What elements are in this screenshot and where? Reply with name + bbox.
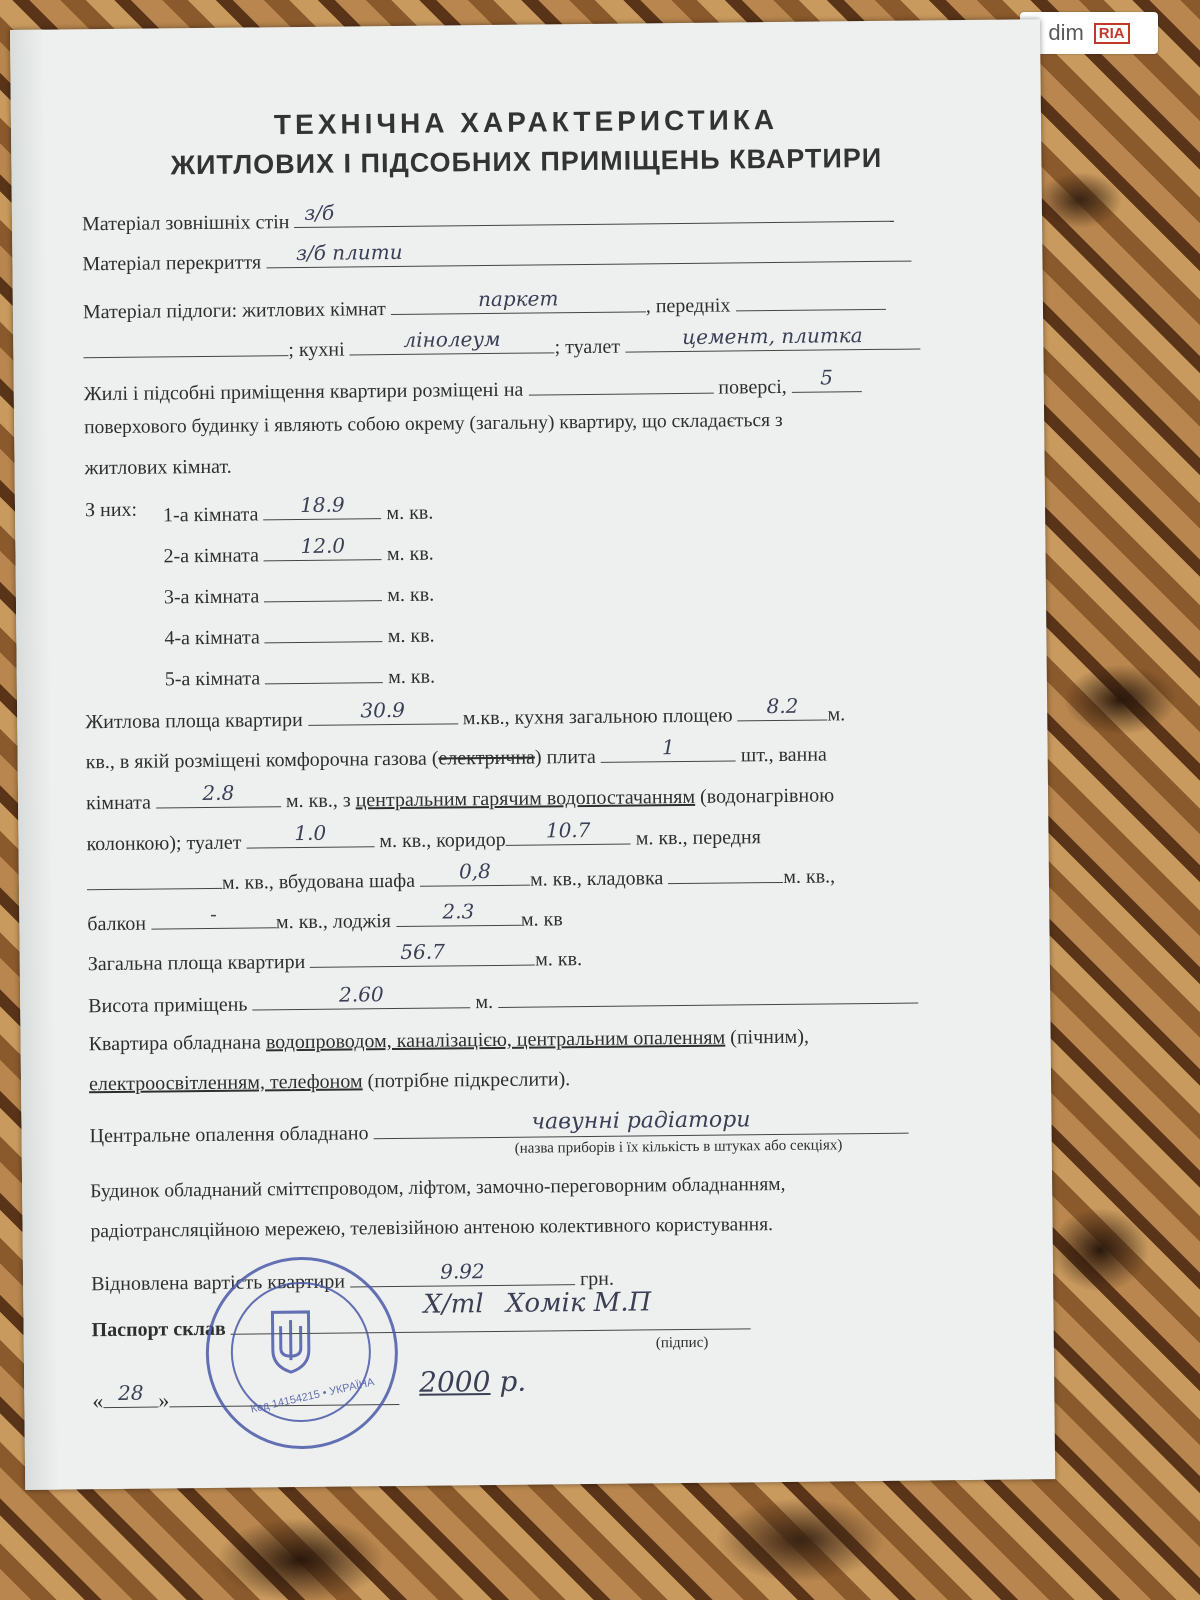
rooms-intro: З них: — [84, 498, 138, 522]
living-area-field — [308, 697, 458, 726]
room-3-unit: м. кв. — [387, 583, 435, 607]
hall-label: м. кв., передня — [635, 826, 761, 850]
stamp-code: Код 14154215 • УКРАЇНА — [249, 1376, 376, 1416]
corridor-label: м. кв., коридор — [379, 828, 506, 853]
bath-value: 2.8 — [202, 780, 235, 806]
storage-label: м. кв., кладовка — [529, 867, 664, 891]
cost-unit: грн. — [579, 1267, 615, 1291]
room-5-label: 5-а кімната — [164, 667, 261, 691]
walls-label: Матеріал зовнішніх стін — [81, 211, 290, 236]
room-5-value — [265, 680, 383, 681]
room-3-value — [264, 598, 382, 599]
trident-emblem-icon — [268, 1308, 313, 1374]
building-line-2: радіотрансляційною мережею, телевізійною антеною колективного користування. — [90, 1214, 774, 1243]
stove-count: 1 — [661, 735, 675, 760]
location-text2: поверхового будинку і являють собою окрему (загальну) квартиру, що складається з — [84, 409, 783, 439]
cost-value: 9.92 — [440, 1259, 485, 1284]
floor-hall-label: , передніх — [645, 294, 731, 318]
wardrobe-field — [420, 859, 530, 887]
total-area-field — [310, 939, 535, 968]
floor-toilet-label: ; туалет — [554, 335, 621, 359]
stove-electric: електрична — [438, 746, 536, 770]
utilities-list: водопроводом, каналізацією, центральним опаленням — [265, 1026, 726, 1054]
room-1-value: 18.9 — [299, 492, 345, 517]
room-4-field — [265, 619, 383, 643]
date-open-quote: « — [92, 1388, 104, 1414]
total-area-unit: м. кв. — [535, 948, 583, 971]
date-day: 28 — [117, 1380, 144, 1405]
walls-value: з/б — [304, 200, 335, 225]
height-label: Висота приміщень — [88, 993, 248, 1018]
loggia-label: м. кв., лоджія — [275, 910, 392, 934]
floor-line-2 — [83, 323, 920, 364]
height-line — [88, 981, 918, 1019]
passport-label: Паспорт склав — [91, 1317, 226, 1342]
room-2-unit: м. кв. — [386, 542, 434, 566]
stove-text-c: шт., ванна — [740, 743, 827, 767]
utilities-line-2 — [89, 1068, 570, 1096]
toilet-label: колонкою); туалет — [86, 831, 242, 856]
storage-field — [668, 860, 783, 884]
balcony-label: балкон — [87, 912, 147, 936]
floor-toilet-value: цемент, плитка — [682, 323, 863, 349]
total-area-line — [87, 939, 583, 976]
height-field — [252, 982, 470, 1010]
hall-field — [87, 866, 222, 890]
location-text1: Жилі і підсобні приміщення квартири розміщені на — [83, 378, 524, 406]
toilet-corridor-line — [86, 817, 761, 856]
room-3-label: 3-а кімната — [163, 585, 260, 609]
room-2-value: 12.0 — [300, 533, 346, 558]
signature — [423, 1287, 651, 1319]
height-unit: м. — [475, 990, 494, 1014]
corridor-field — [506, 817, 631, 846]
floor-hall-field — [735, 287, 885, 312]
living-area-value: 30.9 — [360, 697, 406, 723]
floor-line — [83, 287, 886, 324]
watermark-ria-logo: RIA — [1094, 23, 1130, 44]
stove-field — [601, 735, 736, 762]
stove-text-a: кв., в якій розміщені комфорочна газова ( — [85, 747, 439, 774]
location-floor-field — [528, 371, 713, 396]
location-line — [83, 365, 862, 406]
toilet-value: 1.0 — [294, 820, 327, 846]
balcony-line — [87, 899, 563, 936]
bath-line — [86, 778, 834, 815]
room-5-line — [165, 660, 436, 692]
room-4-line — [164, 619, 435, 651]
kitchen-area-field — [737, 693, 827, 721]
location-floors-total: 5 — [820, 365, 834, 390]
utilities-line — [89, 1026, 810, 1057]
room-4-unit: м. кв. — [387, 624, 435, 648]
kitchen-area-label: м.кв., кухня загальною площею — [462, 704, 733, 730]
total-area-label: Загальна площа квартири — [87, 950, 306, 976]
floor-toilet-field — [625, 323, 920, 352]
room-1-label: 1-а кімната — [162, 503, 259, 527]
room-4-value — [265, 639, 383, 640]
room-2-field — [264, 533, 382, 561]
storage-unit: м. кв., — [783, 865, 836, 888]
ceiling-field — [266, 239, 911, 269]
living-area-line — [85, 693, 846, 734]
living-area-label: Житлова площа квартири — [85, 708, 303, 734]
toilet-field — [246, 820, 374, 848]
loggia-unit: м. кв — [520, 908, 563, 931]
floor-kitchen-label: ; кухні — [288, 338, 345, 362]
hot-water-text: центральним гарячим водопостачанням — [355, 785, 696, 812]
cost-field — [350, 1259, 575, 1287]
floor-living-value: паркет — [477, 286, 559, 312]
room-5-unit: м. кв. — [388, 665, 436, 689]
ceiling-line — [82, 239, 911, 277]
heating-value: чавунні радіатори — [531, 1107, 751, 1135]
signature-note: (підпис) — [655, 1334, 709, 1352]
wardrobe-value: 0,8 — [458, 859, 491, 884]
year-line — [419, 1365, 526, 1399]
room-1-unit: м. кв. — [386, 501, 434, 525]
utilities-stove: (пічним), — [730, 1025, 810, 1049]
document-subtitle: ЖИТЛОВИХ І ПІДСОБНИХ ПРИМІЩЕНЬ КВАРТИРИ — [170, 142, 883, 181]
watermark-dim: dim — [1048, 20, 1084, 45]
room-2-label: 2-а кімната — [163, 544, 260, 568]
corridor-value: 10.7 — [545, 817, 591, 843]
location-text3: житлових кімнат. — [84, 455, 232, 480]
ceiling-value: з/б плити — [295, 239, 403, 266]
bath-field — [156, 780, 281, 808]
walls-field — [294, 199, 894, 228]
room-1-line — [162, 492, 434, 528]
floor-hall-field-2 — [83, 333, 288, 358]
height-extra-field — [498, 981, 918, 1008]
location-floors-field — [792, 365, 862, 393]
room-2-line — [163, 533, 434, 569]
bath-text-a: м. кв., з — [285, 789, 351, 813]
room-5-field — [265, 660, 383, 684]
utilities-electric: електроосвітленням, телефоном — [88, 1070, 363, 1096]
year-value: 2000 — [419, 1365, 491, 1399]
heating-note: (назва приборів і їх кількість в штуках або секціях) — [514, 1137, 843, 1157]
floor-kitchen-field — [349, 326, 554, 355]
loggia-field — [396, 899, 521, 927]
room-3-line — [164, 578, 435, 610]
kitchen-area-value: 8.2 — [766, 693, 799, 719]
utilities-note: (потрібне підкреслити). — [367, 1068, 571, 1093]
cost-label: Відновлена вартість квартири — [91, 1270, 346, 1296]
stove-text-b: ) плита — [534, 745, 596, 769]
utilities-label: Квартира обладнана — [88, 1031, 262, 1056]
heating-label: Центральне опалення обладнано — [89, 1122, 369, 1148]
height-value: 2.60 — [338, 982, 384, 1007]
dimria-watermark — [1020, 12, 1158, 54]
ceiling-label: Матеріал перекриття — [82, 251, 262, 276]
location-floor-label: поверсі, — [718, 375, 787, 399]
wardrobe-line — [87, 859, 835, 896]
loggia-value: 2.3 — [442, 899, 475, 924]
bath-text-b: (водонагрівною — [699, 784, 835, 808]
balcony-value: - — [209, 901, 217, 926]
heating-field — [373, 1107, 908, 1140]
walls-line — [82, 199, 895, 237]
date-close-quote: » — [158, 1387, 170, 1413]
floor-living-field — [391, 286, 646, 315]
floor-kitchen-value: лінолеум — [403, 326, 501, 352]
wardrobe-label: м. кв., вбудована шафа — [221, 869, 416, 894]
year-suffix: р. — [499, 1364, 527, 1398]
room-1-field — [263, 492, 381, 520]
total-area-value: 56.7 — [400, 939, 446, 964]
room-4-label: 4-а кімната — [164, 626, 260, 650]
room-3-field — [264, 578, 382, 602]
stove-line — [85, 737, 826, 774]
signer-name: Хомік М.П — [505, 1287, 652, 1319]
floor-label: Матеріал підлоги: житлових кімнат — [82, 298, 386, 324]
date-day-field — [103, 1380, 158, 1409]
passport-line — [91, 1306, 750, 1342]
bath-label: кімната — [85, 791, 152, 815]
official-stamp — [205, 1256, 399, 1450]
document-page — [10, 19, 1055, 1490]
building-line-1: Будинок обладнаний сміттєпроводом, ліфтом, замочно-переговорним обладнанням, — [90, 1173, 786, 1203]
document-title: ТЕХНІЧНА ХАРАКТЕРИСТИКА — [273, 103, 779, 141]
kitchen-area-unit: м. — [827, 703, 846, 726]
signature-mark: Х/ml — [423, 1289, 484, 1320]
balcony-field — [151, 901, 276, 929]
